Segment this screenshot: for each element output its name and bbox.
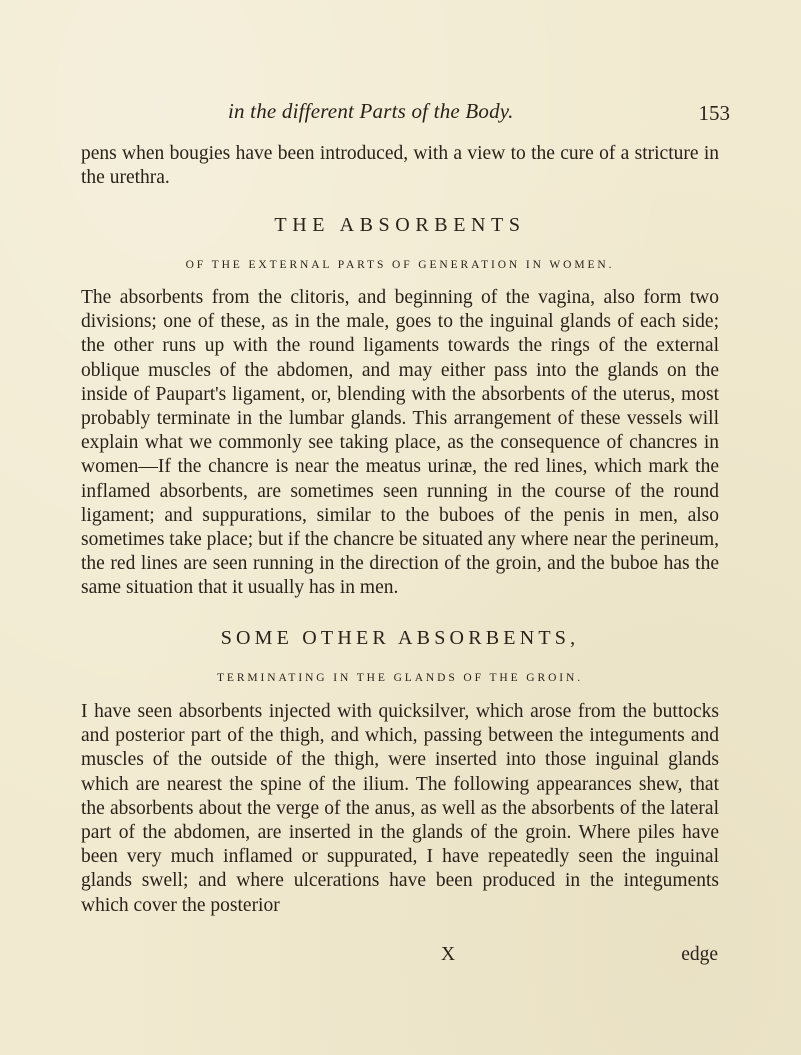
page-footer: [81, 944, 719, 968]
continuation-paragraph: pens when bougies have been introduced, with a view to the cure of a stricture in the urethra.: [81, 143, 719, 189]
section-subheading-groin: TERMINATING IN THE GLANDS OF THE GROIN.: [217, 672, 583, 684]
section-body-groin: I have seen absorbents injected with quicksilver, which arose from the buttocks and posterior part of the thigh, and which, passing between the integuments and muscles of the outside of the thigh, were inserted into those inguinal glands which are nearest the spine of the ilium. The following appearances shew, that the absorbents about the verge of the anus, as well as the absorbents of the lateral part of the abdomen, are inserted in the glands of the groin. Where piles have been very much inflamed or suppurated, I have repeatedly seen the inguinal glands swell; and where ulcerations have been produced in the integuments which cover the posterior: [81, 701, 719, 916]
section-heading-other-absorbents: SOME OTHER ABSORBENTS,: [220, 627, 580, 649]
catchword: edge: [681, 944, 718, 965]
section-heading-absorbents-women: THE ABSORBENTS: [274, 214, 526, 236]
running-head: [80, 99, 730, 125]
section-subheading-women: OF THE EXTERNAL PARTS OF GENERATION IN WOMEN.: [185, 259, 615, 271]
running-title: in the different Parts of the Body.: [228, 99, 514, 123]
section-body-women: The absorbents from the clitoris, and beginning of the vagina, also form two divisions; one of these, as in the male, goes to the inguinal glands of each side; the other runs up with the round ligaments towards the rings of the external oblique muscles of the abdomen, and may either pass into the glands on the inside of Paupart's ligament, or, blending with the absorbents of the uterus, most probably terminate in the lumbar glands. This arrangement of these vessels will explain what we commonly see taking place, as the consequence of chancres in women—If the chancre is near the meatus urinæ, the red lines, which mark the inflamed absorbents, are sometimes seen running in the course of the round ligament; and suppurations, similar to the buboes of the penis in men, also sometimes take place; but if the chancre be situated any where near the perineum, the red lines are seen running in the direction of the groin, and the buboe has the same situation that it usually has in men.: [81, 287, 719, 599]
signature-mark: X: [441, 944, 456, 965]
page-number: 153: [698, 101, 730, 125]
